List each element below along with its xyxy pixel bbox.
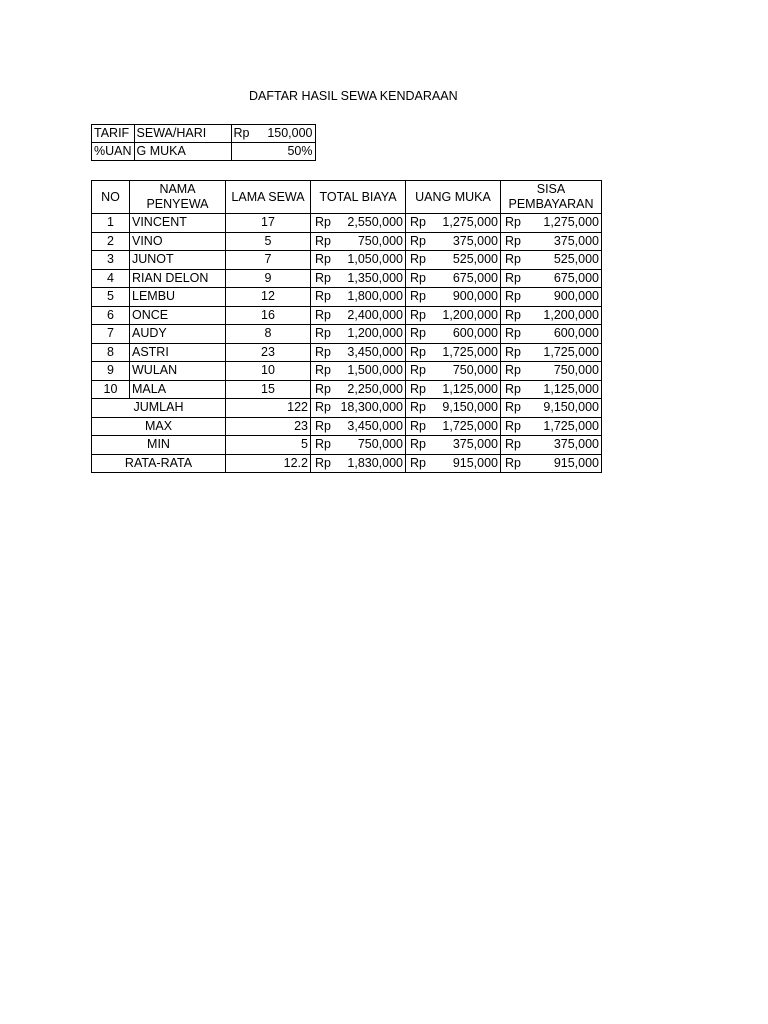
row-sisa-currency: Rp [505, 215, 521, 230]
summary-lama: 23 [226, 417, 311, 436]
row-uang-muka-currency: Rp [410, 252, 426, 267]
tariff-currency: Rp [233, 126, 250, 140]
row-total-cell [311, 251, 406, 270]
row-total-currency: Rp [315, 289, 331, 304]
row-nama: RIAN DELON [130, 269, 226, 288]
summary-uang-muka-currency: Rp [410, 437, 426, 452]
row-sisa-value: 1,275,000 [543, 215, 599, 230]
summary-uang-muka-cell [406, 417, 501, 436]
row-uang-muka-cell [406, 343, 501, 362]
row-nama: LEMBU [130, 288, 226, 307]
summary-sisa-cell [501, 436, 602, 455]
row-sisa-value: 600,000 [553, 326, 599, 341]
row-total-currency: Rp [315, 326, 331, 341]
row-total-currency: Rp [315, 307, 331, 322]
row-total-currency: Rp [315, 270, 331, 285]
header-row [92, 181, 602, 214]
table-row [92, 362, 602, 381]
row-nama: VINO [130, 232, 226, 251]
summary-total-value: 1,830,000 [347, 455, 403, 470]
row-no: 3 [92, 251, 130, 270]
row-lama: 17 [226, 214, 311, 233]
row-total-cell [311, 232, 406, 251]
tariff-label-a: %UAN [92, 143, 135, 161]
row-lama: 5 [226, 232, 311, 251]
row-uang-muka-cell [406, 306, 501, 325]
tariff-label-b: SEWA/HARI [134, 125, 231, 143]
row-nama: WULAN [130, 362, 226, 381]
row-total-value: 1,500,000 [347, 363, 403, 378]
row-sisa-value: 1,725,000 [543, 344, 599, 359]
row-sisa-cell [501, 251, 602, 270]
row-uang-muka-value: 900,000 [452, 289, 498, 304]
row-total-cell [311, 380, 406, 399]
summary-uang-muka-value: 375,000 [452, 437, 498, 452]
row-total-cell [311, 269, 406, 288]
row-total-value: 1,050,000 [347, 252, 403, 267]
row-sisa-cell [501, 380, 602, 399]
summary-total-cell [311, 436, 406, 455]
row-total-currency: Rp [315, 344, 331, 359]
row-sisa-currency: Rp [505, 233, 521, 248]
row-lama: 7 [226, 251, 311, 270]
summary-total-currency: Rp [315, 418, 331, 433]
table-row [92, 380, 602, 399]
row-uang-muka-currency: Rp [410, 270, 426, 285]
summary-row [92, 454, 602, 473]
row-sisa-value: 675,000 [553, 270, 599, 285]
row-total-cell [311, 362, 406, 381]
row-uang-muka-currency: Rp [410, 381, 426, 396]
row-total-cell [311, 306, 406, 325]
row-uang-muka-value: 600,000 [452, 326, 498, 341]
row-uang-muka-currency: Rp [410, 344, 426, 359]
summary-uang-muka-cell [406, 399, 501, 418]
tariff-value-cell [231, 143, 315, 161]
row-sisa-cell [501, 306, 602, 325]
table-row [92, 343, 602, 362]
row-no: 10 [92, 380, 130, 399]
header-nama-line2: PENYEWA [146, 197, 209, 211]
summary-total-cell [311, 417, 406, 436]
row-total-value: 1,200,000 [347, 326, 403, 341]
summary-sisa-value: 1,725,000 [543, 418, 599, 433]
tariff-label-a: TARIF [92, 125, 135, 143]
row-sisa-currency: Rp [505, 326, 521, 341]
row-no: 1 [92, 214, 130, 233]
row-total-value: 2,250,000 [347, 381, 403, 396]
row-sisa-currency: Rp [505, 344, 521, 359]
summary-uang-muka-currency: Rp [410, 418, 426, 433]
summary-sisa-cell [501, 454, 602, 473]
row-no: 8 [92, 343, 130, 362]
header-no: NO [92, 181, 130, 214]
row-sisa-cell [501, 288, 602, 307]
row-sisa-currency: Rp [505, 289, 521, 304]
row-uang-muka-currency: Rp [410, 307, 426, 322]
row-sisa-currency: Rp [505, 381, 521, 396]
row-uang-muka-cell [406, 380, 501, 399]
summary-sisa-cell [501, 417, 602, 436]
summary-lama: 122 [226, 399, 311, 418]
row-lama: 8 [226, 325, 311, 344]
row-sisa-currency: Rp [505, 252, 521, 267]
row-total-currency: Rp [315, 252, 331, 267]
table-row [92, 251, 602, 270]
header-sisa-line2: PEMBAYARAN [508, 197, 594, 211]
summary-label: JUMLAH [92, 399, 226, 418]
summary-row [92, 436, 602, 455]
table-row [92, 325, 602, 344]
summary-label: MAX [92, 417, 226, 436]
row-total-cell [311, 325, 406, 344]
table-row [92, 288, 602, 307]
row-total-currency: Rp [315, 233, 331, 248]
row-sisa-cell [501, 232, 602, 251]
row-uang-muka-value: 1,725,000 [442, 344, 498, 359]
summary-total-value: 3,450,000 [347, 418, 403, 433]
tariff-value: 50% [287, 144, 313, 158]
row-uang-muka-cell [406, 325, 501, 344]
summary-uang-muka-cell [406, 454, 501, 473]
summary-sisa-value: 375,000 [553, 437, 599, 452]
row-total-value: 3,450,000 [347, 344, 403, 359]
row-total-value: 1,800,000 [347, 289, 403, 304]
summary-sisa-value: 915,000 [553, 455, 599, 470]
row-nama: ONCE [130, 306, 226, 325]
header-uang-muka: UANG MUKA [406, 181, 501, 214]
row-lama: 16 [226, 306, 311, 325]
row-uang-muka-cell [406, 288, 501, 307]
row-uang-muka-cell [406, 269, 501, 288]
row-sisa-value: 525,000 [553, 252, 599, 267]
row-lama: 15 [226, 380, 311, 399]
header-nama-line1: NAMA [159, 182, 196, 196]
row-lama: 10 [226, 362, 311, 381]
summary-total-cell [311, 399, 406, 418]
row-nama: VINCENT [130, 214, 226, 233]
row-uang-muka-cell [406, 251, 501, 270]
row-nama: ASTRI [130, 343, 226, 362]
summary-uang-muka-currency: Rp [410, 455, 426, 470]
summary-total-currency: Rp [315, 437, 331, 452]
summary-uang-muka-currency: Rp [410, 400, 426, 415]
summary-row [92, 399, 602, 418]
summary-sisa-currency: Rp [505, 437, 521, 452]
row-sisa-cell [501, 343, 602, 362]
row-sisa-value: 1,125,000 [543, 381, 599, 396]
row-total-value: 750,000 [357, 233, 403, 248]
table-row [92, 269, 602, 288]
row-uang-muka-value: 1,125,000 [442, 381, 498, 396]
table-row [92, 232, 602, 251]
tariff-row [92, 125, 316, 143]
row-no: 5 [92, 288, 130, 307]
row-total-cell [311, 343, 406, 362]
row-uang-muka-currency: Rp [410, 215, 426, 230]
row-total-cell [311, 288, 406, 307]
row-sisa-cell [501, 362, 602, 381]
row-no: 4 [92, 269, 130, 288]
row-lama: 12 [226, 288, 311, 307]
row-total-currency: Rp [315, 363, 331, 378]
summary-total-value: 18,300,000 [340, 400, 403, 415]
row-no: 2 [92, 232, 130, 251]
summary-lama: 5 [226, 436, 311, 455]
row-sisa-value: 900,000 [553, 289, 599, 304]
row-uang-muka-cell [406, 232, 501, 251]
rental-table [91, 180, 602, 473]
summary-label: MIN [92, 436, 226, 455]
row-sisa-cell [501, 325, 602, 344]
row-no: 7 [92, 325, 130, 344]
tariff-row [92, 143, 316, 161]
row-uang-muka-cell [406, 362, 501, 381]
summary-total-currency: Rp [315, 400, 331, 415]
row-lama: 23 [226, 343, 311, 362]
summary-total-cell [311, 454, 406, 473]
summary-lama: 12.2 [226, 454, 311, 473]
row-sisa-cell [501, 269, 602, 288]
row-sisa-value: 375,000 [553, 233, 599, 248]
summary-sisa-value: 9,150,000 [543, 400, 599, 415]
document-title: DAFTAR HASIL SEWA KENDARAAN [249, 89, 458, 103]
tariff-value-cell [231, 125, 315, 143]
row-sisa-cell [501, 214, 602, 233]
row-uang-muka-currency: Rp [410, 233, 426, 248]
tariff-label-b: G MUKA [134, 143, 231, 161]
row-uang-muka-currency: Rp [410, 326, 426, 341]
table-row [92, 214, 602, 233]
summary-label: RATA-RATA [92, 454, 226, 473]
summary-total-currency: Rp [315, 455, 331, 470]
row-total-cell [311, 214, 406, 233]
row-total-currency: Rp [315, 215, 331, 230]
row-total-currency: Rp [315, 381, 331, 396]
table-row [92, 306, 602, 325]
summary-sisa-currency: Rp [505, 418, 521, 433]
row-uang-muka-value: 675,000 [452, 270, 498, 285]
row-nama: JUNOT [130, 251, 226, 270]
row-sisa-currency: Rp [505, 363, 521, 378]
row-sisa-currency: Rp [505, 307, 521, 322]
summary-uang-muka-value: 915,000 [452, 455, 498, 470]
summary-sisa-cell [501, 399, 602, 418]
tariff-table [91, 124, 316, 161]
summary-uang-muka-value: 9,150,000 [442, 400, 498, 415]
row-nama: MALA [130, 380, 226, 399]
row-sisa-value: 750,000 [553, 363, 599, 378]
row-uang-muka-currency: Rp [410, 289, 426, 304]
row-total-value: 2,550,000 [347, 215, 403, 230]
row-no: 9 [92, 362, 130, 381]
header-lama-sewa: LAMA SEWA [226, 181, 311, 214]
summary-uang-muka-value: 1,725,000 [442, 418, 498, 433]
row-no: 6 [92, 306, 130, 325]
row-sisa-value: 1,200,000 [543, 307, 599, 322]
row-lama: 9 [226, 269, 311, 288]
row-uang-muka-value: 525,000 [452, 252, 498, 267]
row-uang-muka-cell [406, 214, 501, 233]
header-sisa-pembayaran [501, 181, 602, 214]
row-uang-muka-value: 375,000 [452, 233, 498, 248]
row-total-value: 2,400,000 [347, 307, 403, 322]
summary-total-value: 750,000 [357, 437, 403, 452]
row-uang-muka-value: 1,200,000 [442, 307, 498, 322]
header-total-biaya: TOTAL BIAYA [311, 181, 406, 214]
row-uang-muka-value: 750,000 [452, 363, 498, 378]
row-nama: AUDY [130, 325, 226, 344]
summary-sisa-currency: Rp [505, 400, 521, 415]
summary-sisa-currency: Rp [505, 455, 521, 470]
header-nama-penyewa [130, 181, 226, 214]
summary-row [92, 417, 602, 436]
row-uang-muka-value: 1,275,000 [442, 215, 498, 230]
row-sisa-currency: Rp [505, 270, 521, 285]
tariff-value: 150,000 [267, 126, 313, 140]
row-total-value: 1,350,000 [347, 270, 403, 285]
summary-uang-muka-cell [406, 436, 501, 455]
row-uang-muka-currency: Rp [410, 363, 426, 378]
header-sisa-line1: SISA [536, 182, 566, 196]
